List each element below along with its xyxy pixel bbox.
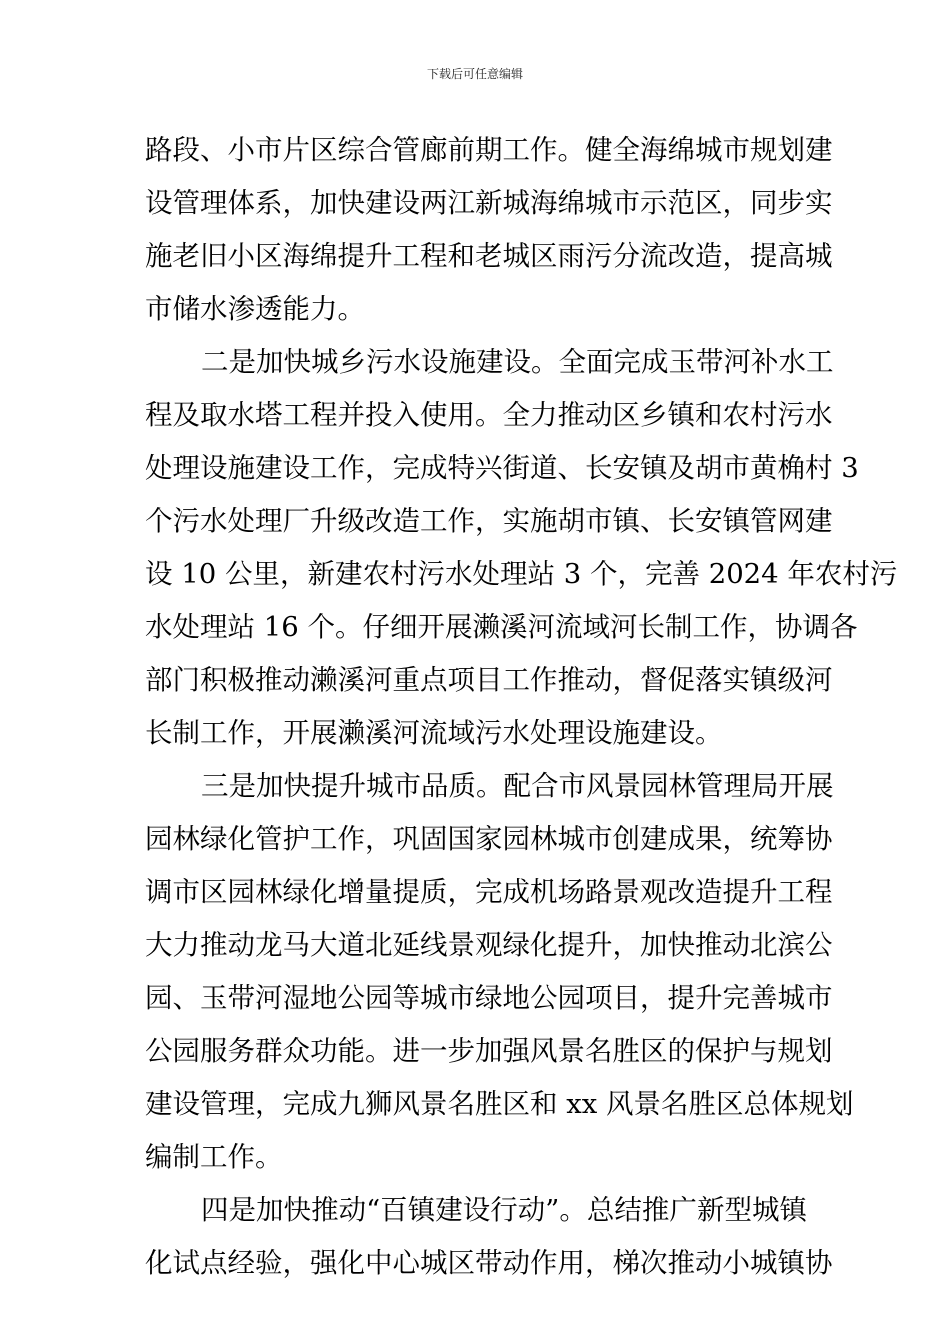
text-line: 施老旧小区海绵提升工程和老城区雨污分流改造，提高城	[145, 240, 833, 272]
text-line: 个污水处理厂升级改造工作，实施胡市镇、长安镇管网建	[145, 505, 833, 537]
text-line: 设 10 公里，新建农村污水处理站 3 个，完善 2024 年农村污	[145, 558, 898, 590]
text-line: 处理设施建设工作，完成特兴街道、长安镇及胡市黄桷村 3	[145, 452, 859, 484]
text-line: 园林绿化管护工作，巩固国家园林城市创建成果，统筹协	[145, 823, 833, 855]
paragraph-4	[145, 1184, 833, 1290]
text-line: 大力推动龙马大道北延线景观绿化提升，加快推动北滨公	[145, 929, 833, 961]
text-line: 建设管理，完成九狮风景名胜区和 xx 风景名胜区总体规划	[145, 1088, 854, 1120]
text-line: 三是加快提升城市品质。配合市风景园林管理局开展	[201, 770, 834, 802]
document-body	[145, 124, 898, 1290]
text-line: 长制工作，开展濑溪河流域污水处理设施建设。	[145, 717, 723, 749]
text-line: 调市区园林绿化增量提质，完成机场路景观改造提升工程	[145, 876, 833, 908]
paragraph-3	[145, 760, 854, 1184]
text-line: 水处理站 16 个。仔细开展濑溪河流域河长制工作，协调各	[145, 611, 858, 643]
text-line: 园、玉带河湿地公园等城市绿地公园项目，提升完善城市	[145, 982, 833, 1014]
text-line: 程及取水塔工程并投入使用。全力推动区乡镇和农村污水	[145, 399, 833, 431]
paragraph-1	[145, 124, 833, 336]
paragraph-2	[145, 336, 898, 760]
text-line: 编制工作。	[145, 1141, 283, 1173]
text-line: 设管理体系，加快建设两江新城海绵城市示范区，同步实	[145, 187, 833, 219]
text-line: 市储水渗透能力。	[145, 293, 365, 325]
text-line: 四是加快推动“百镇建设行动”。总结推广新型城镇	[201, 1194, 807, 1226]
text-line: 二是加快城乡污水设施建设。全面完成玉带河补水工	[201, 346, 834, 378]
text-line: 路段、小市片区综合管廊前期工作。健全海绵城市规划建	[145, 134, 833, 166]
text-line: 部门积极推动濑溪河重点项目工作推动，督促落实镇级河	[145, 664, 833, 696]
text-line: 公园服务群众功能。进一步加强风景名胜区的保护与规划	[145, 1035, 833, 1067]
page-header: 下载后可任意编辑	[426, 67, 523, 81]
text-line: 化试点经验，强化中心城区带动作用，梯次推动小城镇协	[145, 1247, 833, 1279]
